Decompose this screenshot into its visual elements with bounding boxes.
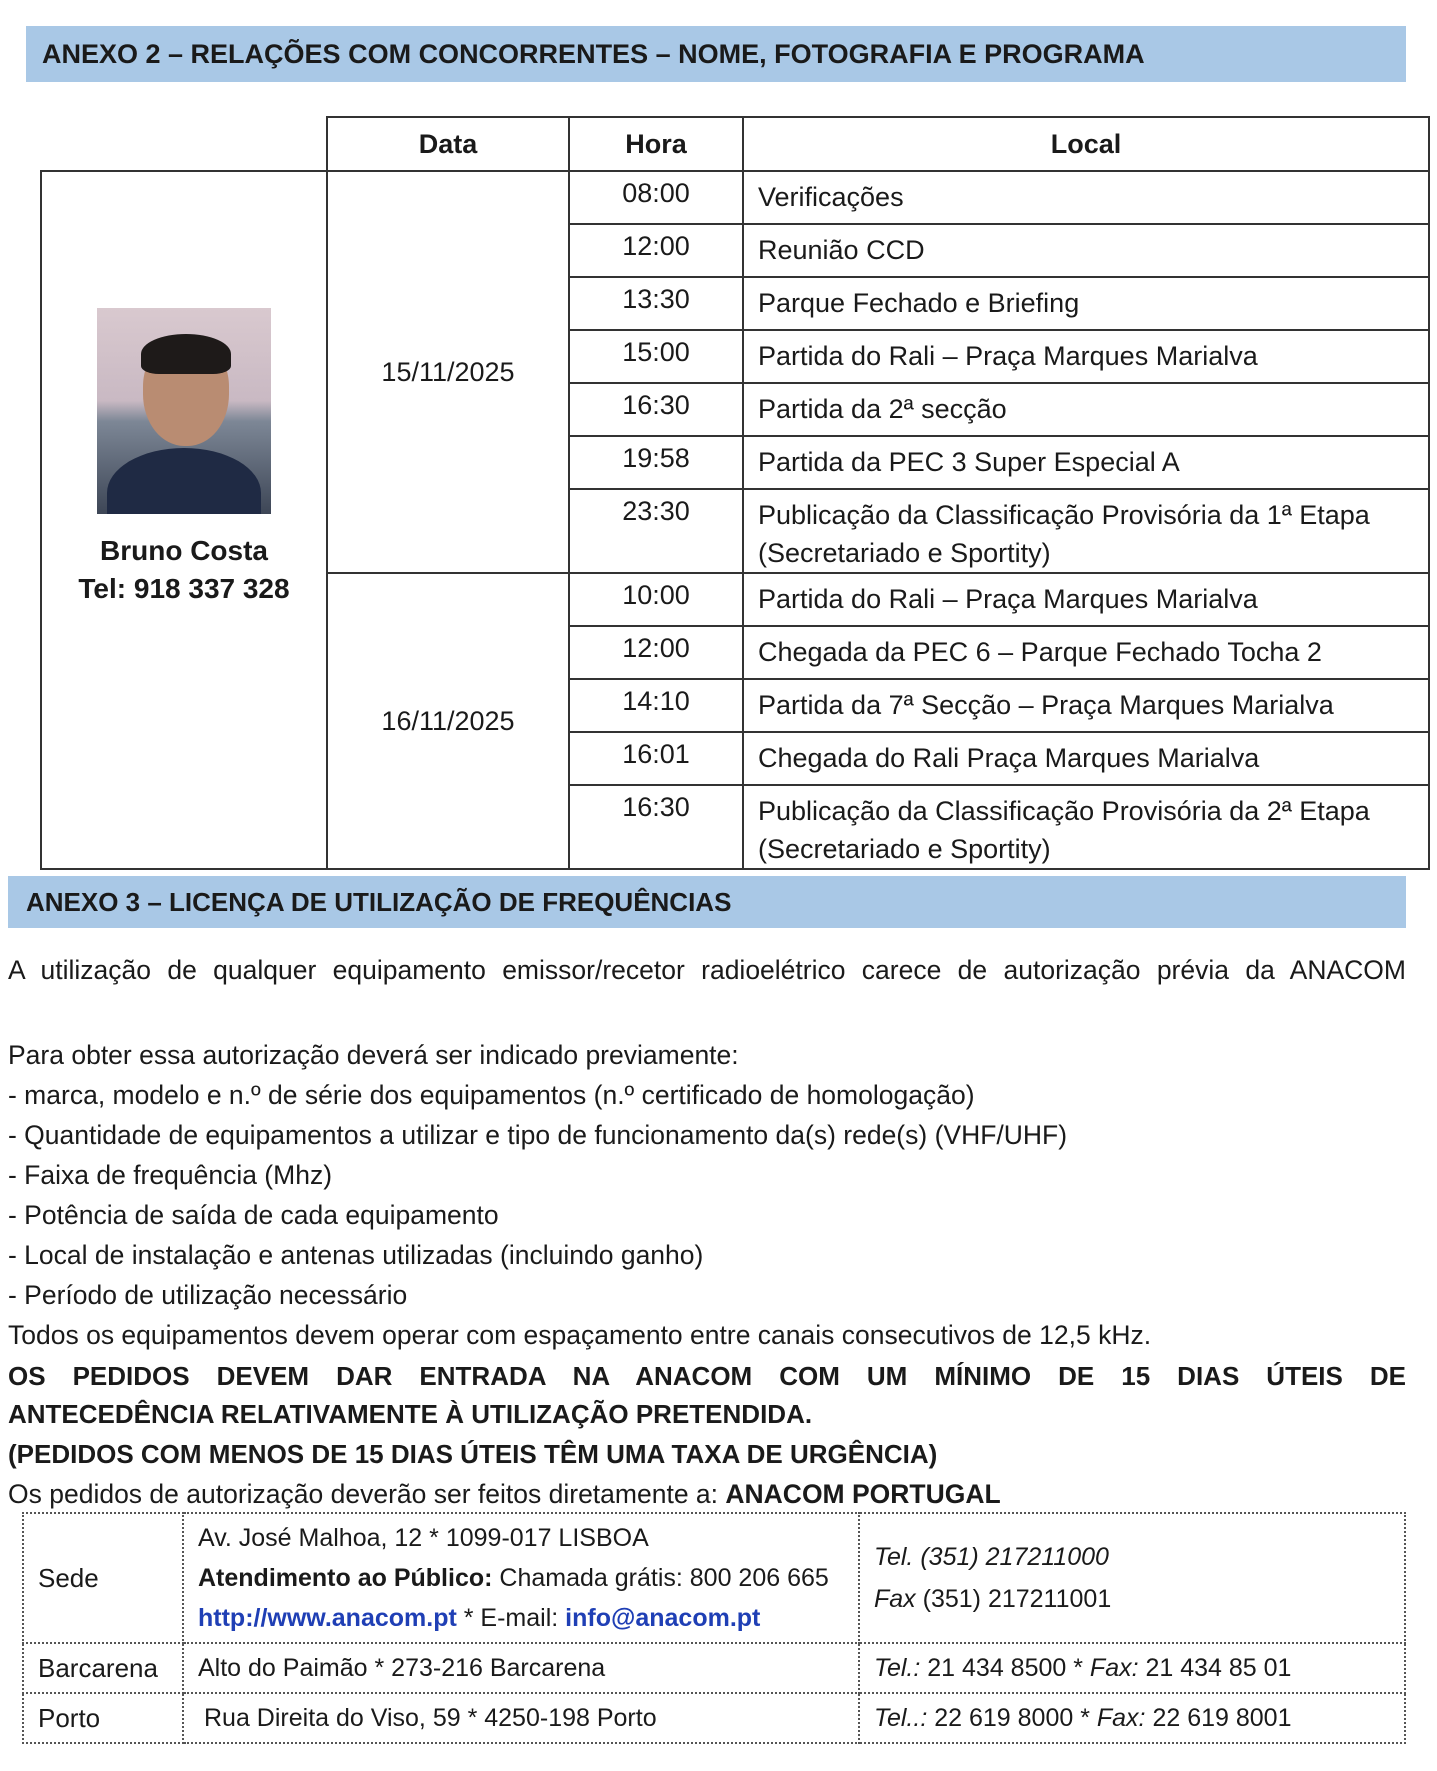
porto-address: Rua Direita do Viso, 59 * 4250-198 Porto — [183, 1693, 859, 1743]
local-cell: Publicação da Classificação Provisória da 1ª Etapa (Secretariado e Sportity) — [743, 489, 1429, 573]
time-cell: 12:00 — [569, 224, 743, 277]
header-local: Local — [743, 117, 1429, 171]
contact-label-barcarena: Barcarena — [23, 1643, 183, 1693]
time-cell: 14:10 — [569, 679, 743, 732]
person-photo — [97, 308, 271, 514]
sede-fax: Fax (351) 217211001 — [874, 1585, 1112, 1613]
requirement-item: - Local de instalação e antenas utilizadas (incluindo ganho) — [8, 1240, 704, 1270]
anexo2-title: ANEXO 2 – RELAÇÕES COM CONCORRENTES – NOME, FOTOGRAFIA E PROGRAMA — [26, 26, 1406, 82]
barcarena-address: Alto do Paimão * 273-216 Barcarena — [183, 1643, 859, 1693]
time-cell: 23:30 — [569, 489, 743, 573]
local-cell: Partida da PEC 3 Super Especial A — [743, 436, 1429, 489]
header-date: Data — [327, 117, 569, 171]
local-cell: Chegada do Rali Praça Marques Marialva — [743, 732, 1429, 785]
porto-phones: Tel..: 22 619 8000 * Fax: 22 619 8001 — [859, 1693, 1405, 1743]
requests-line: Os pedidos de autorização deverão ser feitos diretamente a: ANACOM PORTUGAL — [8, 1479, 1001, 1509]
barcarena-phones: Tel.: 21 434 8500 * Fax: 21 434 85 01 — [859, 1643, 1405, 1693]
local-cell: Partida da 7ª Secção – Praça Marques Marialva — [743, 679, 1429, 732]
time-cell: 10:00 — [569, 573, 743, 626]
time-cell: 15:00 — [569, 330, 743, 383]
requirement-item: - Período de utilização necessário — [8, 1280, 408, 1310]
contacts-table — [22, 1512, 1406, 1744]
blank-header-cell — [41, 117, 327, 171]
requirement-item: - Faixa de frequência (Mhz) — [8, 1160, 333, 1190]
date-day1: 15/11/2025 — [327, 171, 569, 573]
time-cell: 13:30 — [569, 277, 743, 330]
local-cell: Partida do Rali – Praça Marques Marialva — [743, 330, 1429, 383]
requirement-item: - marca, modelo e n.º de série dos equipamentos (n.º certificado de homologação) — [8, 1080, 975, 1110]
time-cell: 16:01 — [569, 732, 743, 785]
sede-web: http://www.anacom.pt * E-mail: info@anacom.pt — [198, 1604, 761, 1632]
contact-label-porto: Porto — [23, 1693, 183, 1743]
sede-address: Av. José Malhoa, 12 * 1099-017 LISBOA — [198, 1524, 649, 1552]
email-link[interactable]: info@anacom.pt — [565, 1604, 761, 1632]
requirement-item: - Potência de saída de cada equipamento — [8, 1200, 499, 1230]
sede-tel: Tel. (351) 217211000 — [874, 1543, 1109, 1571]
requirement-item: - Quantidade de equipamentos a utilizar e tipo de funcionamento da(s) rede(s) (VHF/UHF) — [8, 1120, 1068, 1150]
time-cell: 16:30 — [569, 383, 743, 436]
local-cell: Partida da 2ª secção — [743, 383, 1429, 436]
sede-details — [183, 1513, 859, 1643]
time-cell: 19:58 — [569, 436, 743, 489]
urgency-note: (PEDIDOS COM MENOS DE 15 DIAS ÚTEIS TÊM UMA TAXA DE URGÊNCIA) — [8, 1439, 938, 1469]
time-cell: 08:00 — [569, 171, 743, 224]
local-cell: Chegada da PEC 6 – Parque Fechado Tocha 2 — [743, 626, 1429, 679]
sede-phones — [859, 1513, 1405, 1643]
header-hour: Hora — [569, 117, 743, 171]
contact-label-sede: Sede — [23, 1513, 183, 1643]
anexo3-title: ANEXO 3 – LICENÇA DE UTILIZAÇÃO DE FREQUÊNCIAS — [8, 876, 1406, 928]
warning-line-2: ANTECEDÊNCIA RELATIVAMENTE À UTILIZAÇÃO PRETENDIDA. — [8, 1399, 813, 1429]
sede-public-service: Atendimento ao Público: Chamada grátis: 800 206 665 — [198, 1564, 829, 1592]
person-phone: Tel: 918 337 328 — [78, 573, 290, 604]
intro-paragraph: A utilização de qualquer equipamento emissor/recetor radioelétrico carece de autorização prévia da ANACOM — [8, 955, 1406, 985]
contact-person-cell — [41, 171, 327, 869]
schedule-table — [40, 116, 1430, 870]
warning-line-1: OS PEDIDOS DEVEM DAR ENTRADA NA ANACOM COM UM MÍNIMO DE 15 DIAS ÚTEIS DE — [8, 1361, 1406, 1391]
local-cell: Parque Fechado e Briefing — [743, 277, 1429, 330]
local-cell: Partida do Rali – Praça Marques Marialva — [743, 573, 1429, 626]
local-cell: Reunião CCD — [743, 224, 1429, 277]
local-cell: Verificações — [743, 171, 1429, 224]
requests-org: ANACOM PORTUGAL — [725, 1479, 1001, 1509]
local-cell: Publicação da Classificação Provisória da 2ª Etapa (Secretariado e Sportity) — [743, 785, 1429, 869]
date-day2: 16/11/2025 — [327, 573, 569, 869]
spacing-note: Todos os equipamentos devem operar com espaçamento entre canais consecutivos de 12,5 kHz. — [8, 1320, 1152, 1350]
time-cell: 16:30 — [569, 785, 743, 869]
lead-paragraph: Para obter essa autorização deverá ser indicado previamente: — [8, 1040, 739, 1070]
person-name: Bruno Costa — [100, 535, 268, 566]
time-cell: 12:00 — [569, 626, 743, 679]
website-link[interactable]: http://www.anacom.pt — [198, 1604, 457, 1632]
